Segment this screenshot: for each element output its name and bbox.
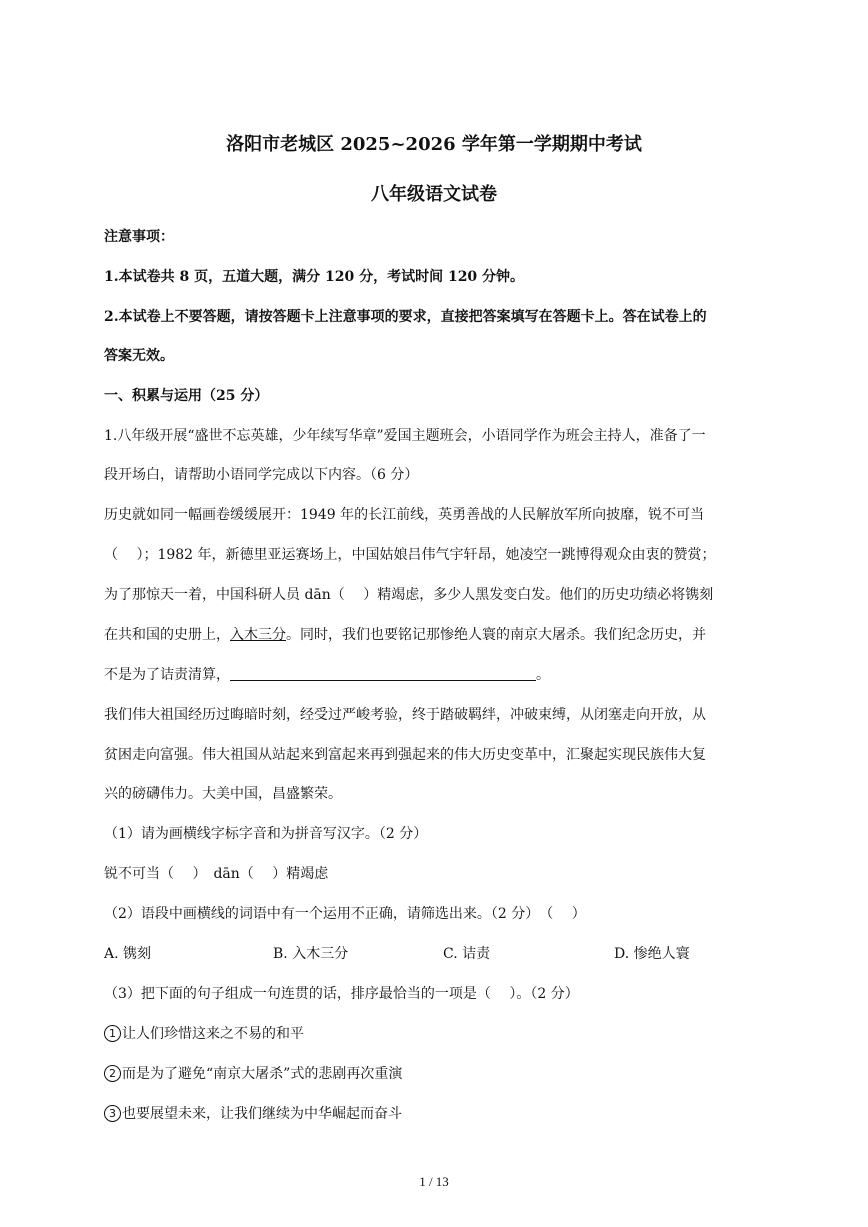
option-c: C. 诘责 [443, 946, 491, 962]
passage-line-4 [104, 626, 706, 644]
circled-number: 1 [104, 1025, 121, 1042]
option-b: B. 入木三分 [273, 946, 349, 962]
passage-2-line-2: 贫困走向富强。伟大祖国从站起来到富起来再到强起来的伟大历史变革中，汇聚起实现民族伟大复 [104, 747, 706, 763]
passage-line-3: 为了那惊天一着，中国科研人员 dān（ ）精竭虑，多少人黑发变白发。他们的历史功绩必将镌刻 [104, 587, 714, 603]
exam-title: 洛阳市老城区 2025~2026 学年第一学期期中考试 [226, 134, 642, 155]
notice-item-2-line-1: 2.本试卷上不要答题，请按答题卡上注意事项的要求，直接把答案填写在答题卡上。答在试卷上的 [104, 309, 707, 325]
passage-2-line-1: 我们伟大祖国经历过晦暗时刻，经受过严峻考验，终于踏破羁绊，冲破束缚，从闭塞走向开放，从 [104, 707, 706, 723]
sentence-text: 而是为了避免“南京大屠杀”式的悲剧再次重演 [122, 1066, 403, 1082]
passage-line-1: 历史就如同一幅画卷缓缓展开：1949 年的长江前线，英勇善战的人民解放军所向披靡，锐不可当 [104, 507, 705, 523]
sentence-text: 让人们珍惜这来之不易的和平 [122, 1026, 304, 1042]
exam-subtitle: 八年级语文试卷 [371, 184, 497, 205]
section-1-heading: 一、积累与运用（25 分） [104, 388, 269, 404]
passage-line-5-end: 。 [536, 667, 550, 683]
notice-item-2-line-2: 答案无效。 [104, 348, 174, 364]
sentence-text: 也要展望未来，让我们继续为中华崛起而奋斗 [122, 1106, 402, 1122]
sentence-item [104, 1025, 304, 1043]
circled-number: 3 [104, 1105, 121, 1122]
passage-line-4-start: 在共和国的史册上， [104, 627, 230, 643]
page-number: 1 / 13 [419, 1174, 449, 1189]
passage-line-2: （ ）；1982 年，新德里亚运赛场上，中国姑娘吕伟气宇轩昂，她凌空一跳博得观众由衷的赞赏； [104, 547, 716, 563]
fill-in-blank[interactable] [230, 666, 536, 681]
passage-line-4-end: 。同时，我们也要铭记那惨绝人寰的南京大屠杀。我们纪念历史，并 [286, 627, 706, 643]
passage-line-5-start: 不是为了诘责清算， [104, 667, 230, 683]
option-d: D. 惨绝人寰 [614, 946, 690, 962]
underlined-term: 入木三分 [230, 627, 286, 643]
notice-item-1: 1.本试卷共 8 页，五道大题，满分 120 分，考试时间 120 分钟。 [104, 269, 525, 285]
subquestion-1-answer-line: 锐不可当（ ） dān（ ）精竭虑 [104, 866, 329, 882]
subquestion-3-prompt: （3）把下面的句子组成一句连贯的话，排序最恰当的一项是（ ）。（2 分） [104, 986, 579, 1002]
notice-heading: 注意事项： [104, 229, 174, 245]
passage-2-line-3: 兴的磅礴伟力。大美中国，昌盛繁荣。 [104, 786, 342, 802]
sentence-item [104, 1105, 402, 1123]
subquestion-1-prompt: （1）请为画横线字标字音和为拼音写汉字。（2 分） [104, 826, 428, 842]
question-1-line-2: 段开场白，请帮助小语同学完成以下内容。（6 分） [104, 467, 419, 483]
question-1-line-1: 1.八年级开展“盛世不忘英雄，少年续写华章”爱国主题班会，小语同学作为班会主持人，准备了一 [104, 428, 706, 444]
circled-number: 2 [104, 1065, 121, 1082]
option-a: A. 镌刻 [104, 946, 152, 962]
sentence-item [104, 1065, 402, 1083]
subquestion-2-prompt: （2）语段中画横线的词语中有一个运用不正确，请筛选出来。（2 分） （ ） [104, 906, 586, 922]
passage-line-5 [104, 666, 550, 684]
